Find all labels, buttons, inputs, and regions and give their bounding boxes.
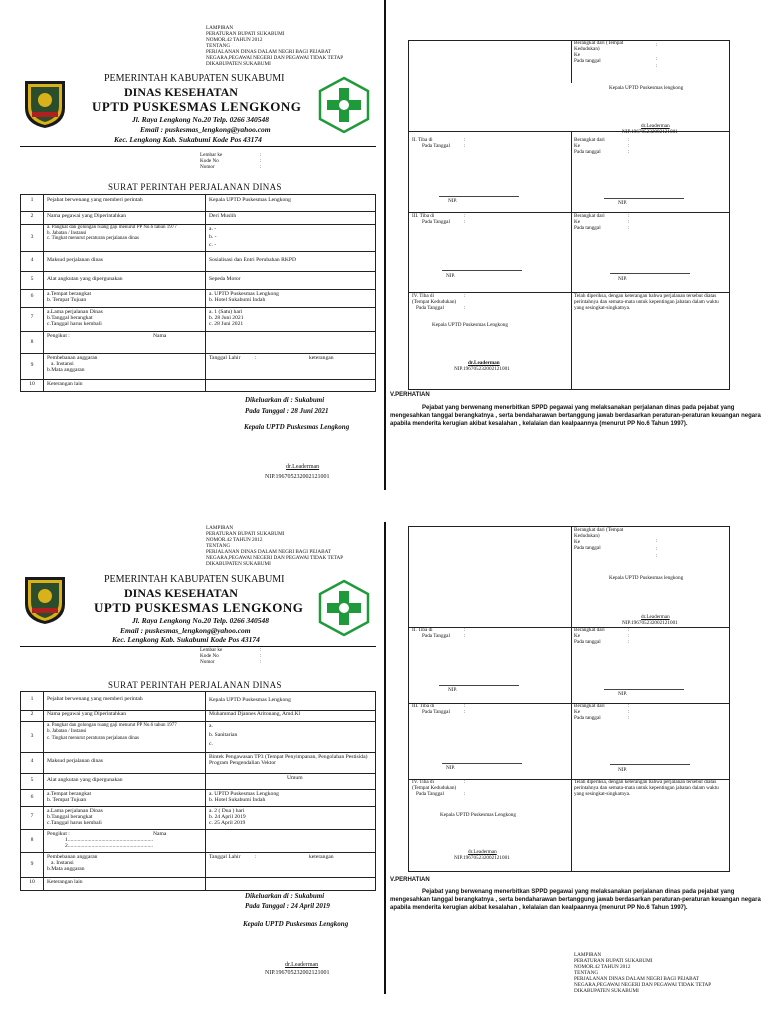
- table-row: 10 Keterangan lain: [29, 381, 83, 387]
- section-iii-right: Berangkat dari Ke Pada tanggal: [574, 213, 605, 231]
- header-rule: [20, 146, 376, 147]
- perhatian-title: V.PERHATIAN: [390, 877, 430, 883]
- dikeluarkan-di: Dikeluarkan di : Sukabumi: [245, 396, 325, 404]
- kepala-iv: Kepala UPTD Puskesmas Lengkong: [432, 322, 508, 328]
- table-row: 5 Alat angkutan yang dipergunakan Umum: [21, 773, 375, 790]
- perhatian-text: Pejabat yang berwenang menerbitkan SPPD pegawai yang melaksanakan perjalanan dinas pada pejabat yang mengesahkan tanggal berangkatnya , serta bendaharawan bertanggung jawab berdasarkan peraturan-peraturan keuangan negara apabila menderita kerugian akibat kesalahan , kelalaian dan kealpaannya (menurut PP No.6 Tahun 1997).: [390, 889, 761, 911]
- table-row: 3 a. Pangkat dan golongan ruang gaji menurut PP No.6 tahun 1977 b. Jabatan / Instansi c. Tingkat menurut peraturan perjalanan dinas a. - b. - c. -: [21, 224, 375, 252]
- section-iii: III. Tiba di Pada Tanggal: [412, 213, 450, 225]
- header-line2: DINAS KESEHATAN: [124, 85, 238, 99]
- form-title: SURAT PERINTAH PERJALANAN DINAS: [108, 182, 282, 192]
- berangkat-block: Berangkat dari (Tempat Kedudukan) Ke Pada tanggal: [574, 40, 624, 64]
- header-line3: UPTD PUSKESMAS LENGKONG: [94, 600, 304, 615]
- back-iv-nip: NIP.196705232002121001: [454, 366, 510, 372]
- section-iv: IV. Tiba di (Tempat Kedudukan) Pada Tanggal: [412, 779, 457, 797]
- table-row: 6 a.Tempat berangkat b. Tempat Tujuan a. UPTD Puskesmas Lengkong b. Hotel Sukabumi Indah: [21, 789, 375, 807]
- perhatian-title: V.PERHATIAN: [390, 392, 430, 398]
- sppd-table: [20, 194, 376, 392]
- sppd-back-1: Berangkat dari (Tempat Kedudukan) Ke Pada tanggal : : : Kepala UPTD Puskesmas lengkong dr.Leaderman NIP.196705232002121001 II. Tiba di Pada Tanggal : : Berangkat dari Ke Pada tanggal : : : NIP. NIP. III. Tiba di Pada Tanggal : : Berangkat dari Ke Pada tanggal : : : NIP. NIP. IV. Tiba di (Tempat Kedudukan) Pada Tanggal : : Telah diperiksa, dengan keterangan bahwa perjalanan tersebut diatas perintahnya dan semata-mata untuk kepentingan jabatan dalam waktu yang sesingkat-singkatnya. Kepala UPTD Puskesmas Lengkong dr.Leaderman NIP.196705232002121001 V.PERHATIAN Pejabat yang berwenang menerbitkan SPPD pegawai yang melaksanakan perjalanan dinas pada pejabat yang mengesahkan tanggal berangkatnya , serta bendaharawan bertanggung jawab berdasarkan peraturan-peraturan keuangan negara apabila menderita kerugian akibat kesalahan , kelalaian dan kealpaannya (menurut PP No.6 Tahun 1997).: [390, 40, 761, 427]
- table-row: 5 Alat angkutan yang dipergunakan Sepeda Motor: [21, 271, 375, 290]
- signer-title: Kepala UPTD Puskesmas Lengkong: [243, 920, 349, 928]
- table-row: 1 Pejabat berwenang yang memberi perintah Kepala UPTD Puskesmas Lengkong: [21, 195, 375, 212]
- table-row: 7 a.Lama perjalanan Dinas b.Tanggal berangkat c.Tanggal harus kembali a. 1 (Satu) hari b. 28 Juni 2021 c. 28 Juni 2021: [21, 307, 375, 332]
- telah-diperiksa: Telah diperiksa, dengan keterangan bahwa perjalanan tersebut diatas perintahnya dan semata-mata untuk kepentingan jabatan dalam waktu yang sesingkat-singkatnya.: [574, 293, 719, 311]
- table-row: 2 Nama pegawai yang Diperintahkan Muhammad Djannes Aritonang, Amd.Kl: [21, 710, 375, 722]
- kepala-label: Kepala UPTD Puskesmas lengkong: [609, 575, 684, 581]
- nip-line: NIP.: [618, 276, 628, 282]
- berangkat-block: Berangkat dari (Tempat Kedudukan) Ke Pada tanggal: [574, 527, 624, 551]
- header-line2: DINAS KESEHATAN: [124, 586, 238, 600]
- meta-block: Lembar ke : Kode No : Nomor :: [200, 647, 262, 665]
- back-signer-name: dr.Leaderman: [641, 614, 670, 620]
- section-iii-right: Berangkat dari Ke Pada tanggal: [574, 703, 605, 721]
- sppd-form-2: [0, 500, 384, 1010]
- signer-nip: NIP.196705232002121001: [265, 474, 330, 480]
- nip-line: NIP.: [618, 691, 628, 697]
- header-rule: [20, 646, 376, 647]
- pada-tanggal: Pada Tanggal : 24 April 2019: [245, 902, 330, 910]
- kepala-iv: Kepala UPTD Puskesmas Lengkong: [440, 812, 516, 818]
- meta-block: Lembar ke : Kode No : Nomor :: [200, 152, 262, 170]
- puskesmas-cross-logo: [318, 574, 370, 642]
- kabupaten-crest-logo: [22, 78, 68, 130]
- back-table: [408, 40, 730, 390]
- nip-line: NIP.: [446, 273, 456, 279]
- kepala-label: Kepala UPTD Puskesmas lengkong: [609, 85, 684, 91]
- header-email: Email : puskesmas_lengkong@yahoo.com: [120, 626, 251, 635]
- back-signer-nip: NIP.196705232002121001: [622, 620, 678, 626]
- back-iv-nip: NIP.196705232002121001: [454, 855, 510, 861]
- header-kecamatan: Kec. Lengkong Kab. Sukabumi Kode Pos 43174: [112, 635, 260, 644]
- nip-line: NIP.: [448, 198, 458, 204]
- nip-line: NIP.: [446, 765, 456, 771]
- header-address: Jl. Raya Lengkong No.20 Telp. 0266 340548: [132, 115, 270, 124]
- lampiran-block: LAMPIRAN PERATURAN BUPATI SUKABUMI NOMOR.42 TAHUN 2012 TENTANG PERJALANAN DINAS DALAM NEGRI BAGI PEJABAT NEGARA,PEGAWAI NEGERI DAN PEGAWAI TIDAK TETAP DIKABUPATEN SUKABUMI: [206, 525, 344, 567]
- table-row: 9 Pembebanan anggaran a. Instansi b.Mata anggaran Tanggal Lahir : keterangan: [21, 852, 375, 878]
- table-row: 9 Pembebanan anggaran a. Instansi b.Mata anggaran Tanggal Lahir : keterangan: [21, 353, 375, 380]
- table-row: 1 Pejabat berwenang yang memberi perintah Kepala UPTD Puskesmas Lengkong: [21, 692, 375, 711]
- table-row: 3 a. Pangkat dan golongan ruang gaji menurut PP No.6 tahun 1977 b. Jabatan / Instansi c. Tingkat menurut peraturan perjalanan dinas a. b. Sanitarian c.: [21, 721, 375, 753]
- section-iv: IV. Tiba di (Tempat Kedudukan) Pada Tanggal: [412, 293, 457, 311]
- nip-line: NIP.: [618, 200, 628, 206]
- lampiran-block: LAMPIRAN PERATURAN BUPATI SUKABUMI NOMOR.42 TAHUN 2012 TENTANG PERJALANAN DINAS DALAM NEGRI BAGI PEJABAT NEGARA,PEGAWAI NEGERI DAN PEGAWAI TIDAK TETAP DIKABUPATEN SUKABUMI: [206, 25, 344, 67]
- telah-diperiksa: Telah diperiksa, dengan keterangan bahwa perjalanan tersebut diatas perintahnya dan semata-mata untuk kepentingan jabatan dalam waktu yang sesingkat-singkatnya.: [574, 779, 719, 797]
- section-ii: II. Tiba di Pada Tanggal: [412, 627, 450, 639]
- dikeluarkan-di: Dikeluarkan di : Sukabumi: [245, 892, 325, 900]
- back-iv-name: dr.Leaderman: [468, 360, 500, 366]
- header-address: Jl. Raya Lengkong No.20 Telp. 0266 340548: [132, 616, 270, 625]
- table-row: 4 Maksud perjalanan dinas Sosialisasi dan Entri Perubahan RKPD: [21, 251, 375, 272]
- section-ii-right: Berangkat dari Ke Pada tanggal: [574, 627, 605, 645]
- nip-line: NIP.: [618, 767, 628, 773]
- pada-tanggal: Pada Tanggal : 28 Juni 2021: [245, 407, 329, 415]
- signer-nip: NIP.196705232002121001: [265, 970, 330, 976]
- table-row: 4 Maksud perjalanan dinas Bintek Pengawasan TP3 (Tempat Penyimpanan, Pengolahan Pestisida) Program Pengendalian Vektor: [21, 752, 375, 774]
- table-row: 7 a.Lama perjalanan Dinas b.Tanggal berangkat c.Tanggal harus kembali a. 2 ( Dua ) hari b. 24 April 2019 c. 25 April 2019: [21, 806, 375, 830]
- sppd-back-2: Berangkat dari (Tempat Kedudukan) Ke Pada tanggal : : : Kepala UPTD Puskesmas lengkong dr.Leaderman NIP.196705232002121001 II. Tiba di Pada Tanggal : : Berangkat dari Ke Pada tanggal : : : NIP. NIP. III. Tiba di Pada Tanggal : : Berangkat dari Ke Pada tanggal : : : NIP. NIP. IV. Tiba di (Tempat Kedudukan) Pada Tanggal : : Telah diperiksa, dengan keterangan bahwa perjalanan tersebut diatas perintahnya dan semata-mata untuk kepentingan jabatan dalam waktu yang sesingkat-singkatnya. Kepala UPTD Puskesmas Lengkong dr.Leaderman NIP.196705232002121001 V.PERHATIAN Pejabat yang berwenang menerbitkan SPPD pegawai yang melaksanakan perjalanan dinas pada pejabat yang mengesahkan tanggal berangkatnya , serta bendaharawan bertanggung jawab berdasarkan peraturan-peraturan keuangan negara apabila menderita kerugian akibat kesalahan , kelalaian dan kealpaannya (menurut PP No.6 Tahun 1997). LAMPIRAN PERATURAN BUPATI SUKABUMI NOMOR.42 TAHUN 2012 TENTANG PERJALANAN DINAS DALAM NEGRI BAGI PEJABAT NEGARA,PEGAWAI NEGERI DAN PEGAWAI TIDAK TETAP DIKABUPATEN SUKABUMI: [390, 527, 761, 994]
- back-iv-name: dr.Leaderman: [468, 849, 497, 855]
- perhatian-text: Pejabat yang berwenang menerbitkan SPPD pegawai yang melaksanakan perjalanan dinas pada pejabat yang mengesahkan tanggal berangkatnya , serta bendaharawan bertanggung jawab berdasarkan peraturan-peraturan keuangan negara apabila menderita kerugian akibat kesalahan , kelalaian dan kealpaannya (menurut PP No.6 Tahun 1997).: [390, 405, 761, 427]
- table-row: 10 Keterangan lain: [29, 879, 83, 885]
- sppd-form-1: [0, 0, 384, 500]
- header-line3: UPTD PUSKESMAS LENGKONG: [92, 99, 302, 114]
- table-row: 8 Pengikut : Nama: [21, 331, 375, 354]
- form-title: SURAT PERINTAH PERJALANAN DINAS: [108, 680, 282, 690]
- puskesmas-cross-logo: [318, 76, 370, 134]
- signer-title: Kepala UPTD Puskesmas Lengkong: [244, 423, 350, 431]
- header-email: Email : puskesmas_lengkong@yahoo.com: [140, 125, 271, 134]
- section-ii: II. Tiba di Pada Tanggal: [412, 137, 450, 149]
- signer-name: dr.Leaderman: [286, 464, 320, 470]
- header-kecamatan: Kec. Lengkong Kab. Sukabumi Kode Pos 43174: [114, 135, 262, 144]
- back-signer-nip: NIP.196705232002121001: [622, 129, 678, 135]
- header-line1: PEMERINTAH KABUPATEN SUKABUMI: [104, 73, 285, 84]
- section-iii: III. Tiba di Pada Tanggal: [412, 703, 450, 715]
- signer-name: dr.Leaderman: [285, 962, 319, 968]
- section-ii-right: Berangkat dari Ke Pada tanggal: [574, 137, 605, 155]
- lampiran-block-bottom: LAMPIRAN PERATURAN BUPATI SUKABUMI NOMOR.42 TAHUN 2012 TENTANG PERJALANAN DINAS DALAM NEGRI BAGI PEJABAT NEGARA,PEGAWAI NEGERI DAN PEGAWAI TIDAK TETAP DIKABUPATEN SUKABUMI: [574, 952, 712, 994]
- kabupaten-crest-logo: [22, 572, 68, 628]
- back-signer-name: dr.Leaderman: [641, 123, 670, 129]
- header-line1: PEMERINTAH KABUPATEN SUKABUMI: [104, 574, 285, 585]
- sppd-table: [20, 691, 376, 891]
- table-row: 2 Nama pegawai yang Diperintahkan Deri Muslih: [21, 211, 375, 225]
- nip-line: NIP.: [448, 687, 458, 693]
- table-row: 8 Pengikut : Nama 1............................................................. 2.............................................................: [21, 829, 375, 853]
- table-row: 6 a.Tempat berangkat b. Tempat Tujuan a. UPTD Puskesmas Lengkong b. Hotel Sukabumi Indah: [21, 289, 375, 308]
